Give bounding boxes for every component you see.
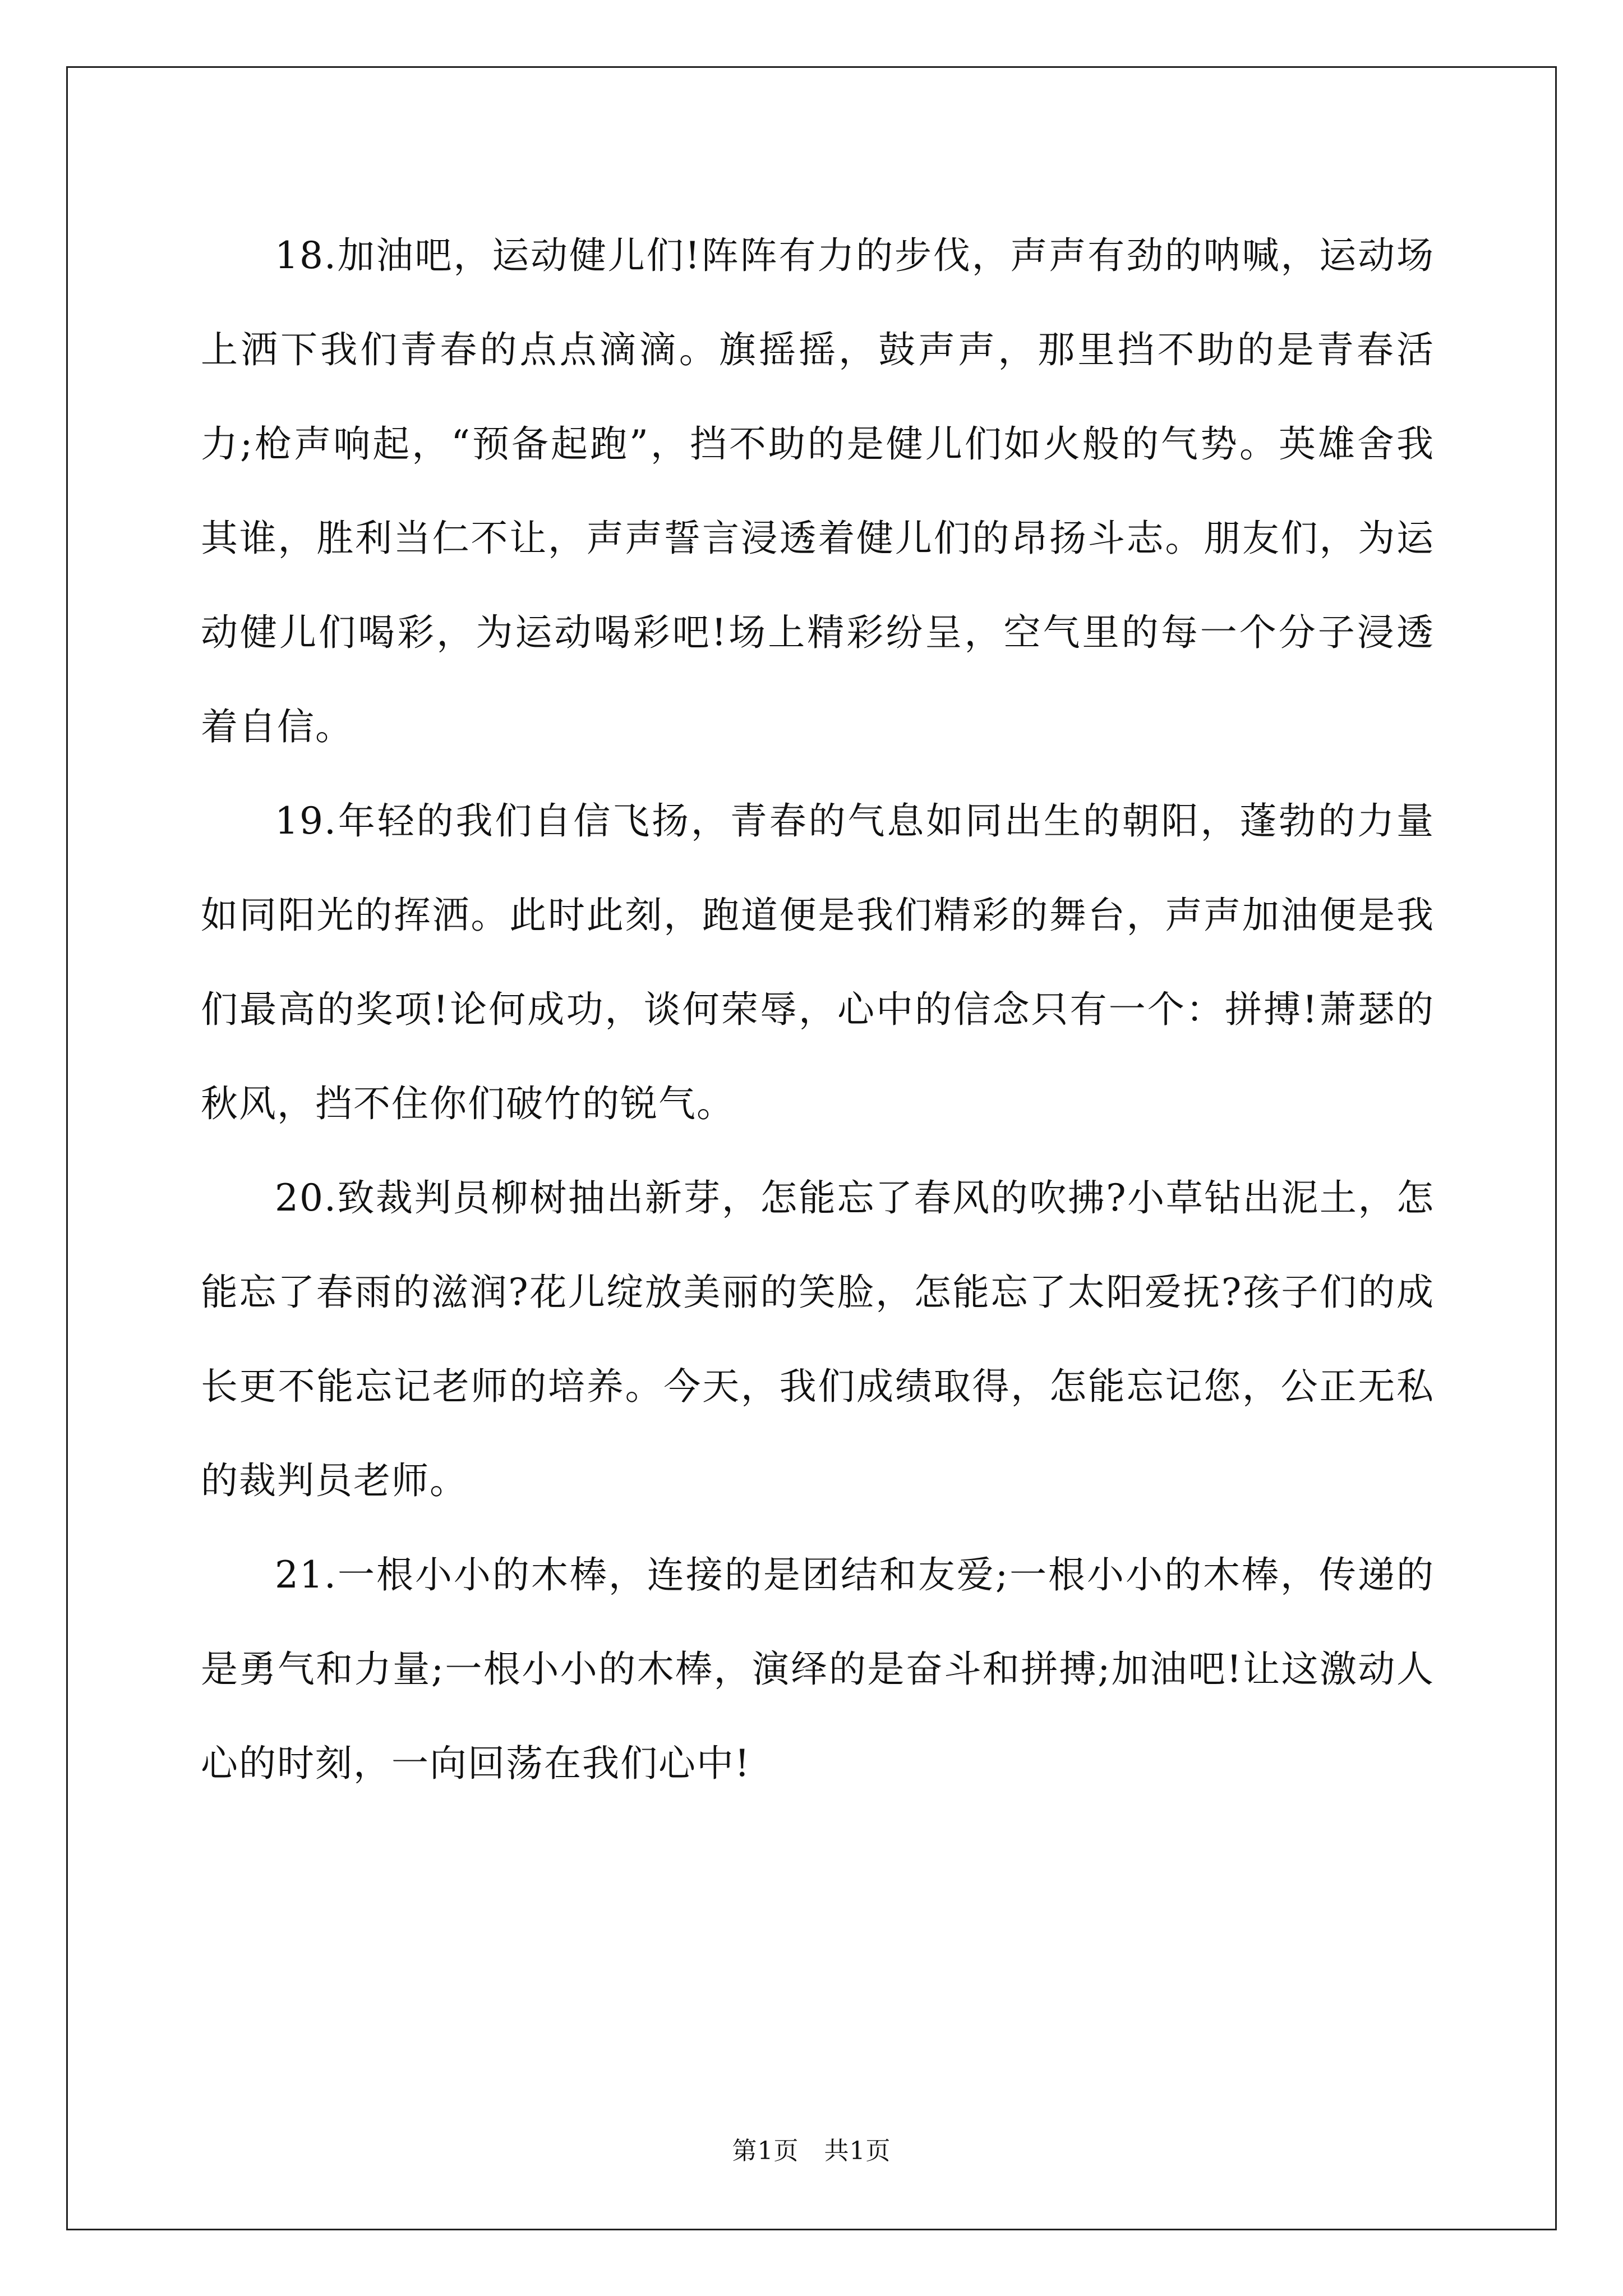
paragraph-18: 18.加油吧，运动健儿们!阵阵有力的步伐，声声有劲的呐喊，运动场上洒下我们青春的点点滴滴。旗摇摇，鼓声声，那里挡不助的是青春活力;枪声响起，“预备起跑”，挡不助的是健儿们如火般的气势。英雄舍我其谁，胜利当仁不让，声声誓言浸透着健儿们的昂扬斗志。朋友们，为运动健儿们喝彩，为运动喝彩吧!场上精彩纷呈，空气里的每一个分子浸透着自信。 xyxy=(201,234,1435,748)
paragraph-19: 19.年轻的我们自信飞扬，青春的气息如同出生的朝阳，蓬勃的力量如同阳光的挥洒。此时此刻，跑道便是我们精彩的舞台，声声加油便是我们最高的奖项!论何成功，谈何荣辱，心中的信念只有一个：拼搏!萧瑟的秋风，挡不住你们破竹的锐气。 xyxy=(201,799,1435,1125)
page-footer: 第1页 共1页 xyxy=(732,2137,891,2165)
document-body xyxy=(201,209,1435,1811)
paragraph-20: 20.致裁判员柳树抽出新芽，怎能忘了春风的吹拂?小草钻出泥土，怎能忘了春雨的滋润?花儿绽放美丽的笑脸，怎能忘了太阳爱抚?孩子们的成长更不能忘记老师的培养。今天，我们成绩取得，怎能忘记您，公正无私的裁判员老师。 xyxy=(201,1176,1435,1502)
paragraph-21: 21.一根小小的木棒，连接的是团结和友爱;一根小小的木棒，传递的是勇气和力量;一根小小的木棒，演绎的是奋斗和拼搏;加油吧!让这激动人心的时刻，一向回荡在我们心中! xyxy=(201,1553,1435,1785)
